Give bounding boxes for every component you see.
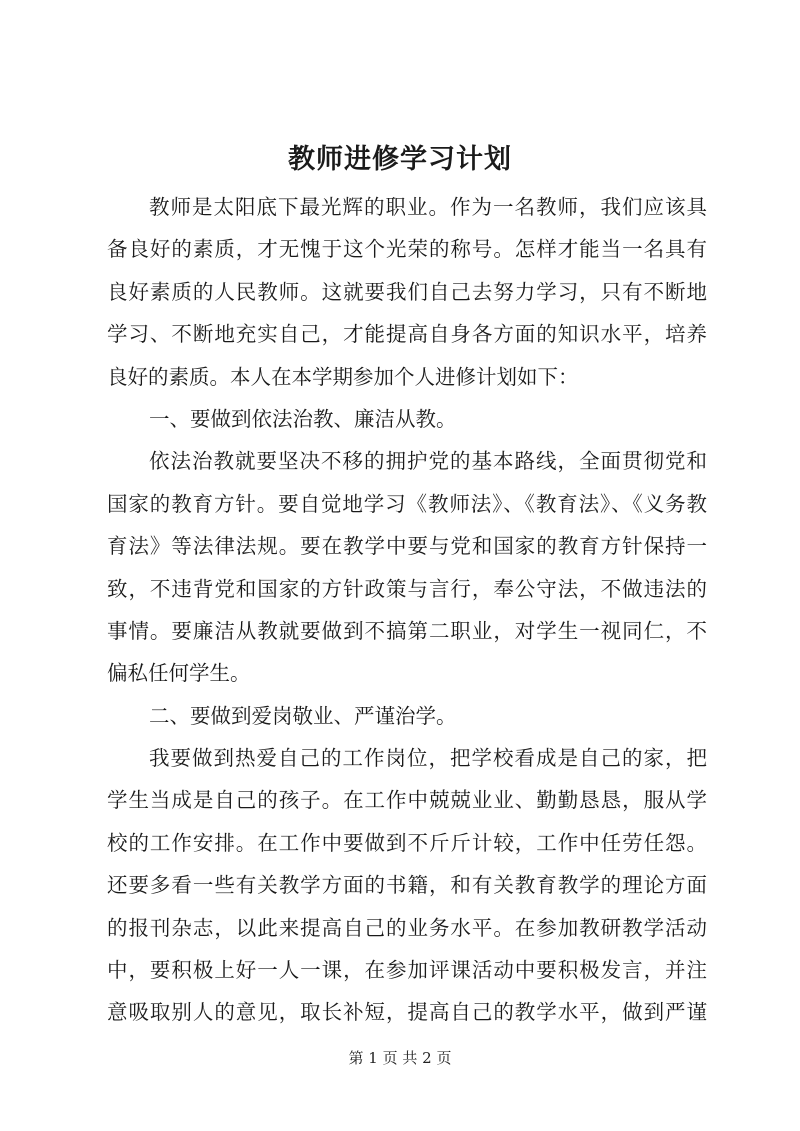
body-line: 教师是太阳底下最光辉的职业。作为一名教师，我们应该具 (149, 195, 707, 219)
body-line: 一、要做到依法治教、廉洁从教。 (149, 406, 457, 431)
body-line: 我要做到热爱自己的工作岗位，把学校看成是自己的家，把 (149, 746, 707, 771)
document-title: 教师进修学习计划 (288, 144, 512, 175)
body-line: 二、要做到爱岗敬业、严谨治学。 (149, 703, 457, 728)
body-line: 依法治教就要坚决不移的拥护党的基本路线，全面贯彻党和 (149, 449, 707, 474)
body-line: 意吸取别人的意见，取长补短，提高自己的教学水平，做到严谨 (107, 1000, 707, 1025)
body-line: 良好素质的人民教师。这就要我们自己去努力学习，只有不断地 (107, 279, 707, 304)
body-line: 学生当成是自己的孩子。在工作中兢兢业业、勤勤恳恳，服从学 (107, 788, 707, 813)
body-line: 偏私任何学生。 (107, 661, 251, 686)
body-line: 致，不违背党和国家的方针政策与言行，奉公守法，不做违法的 (107, 576, 707, 601)
body-line: 校的工作安排。在工作中要做到不斤斤计较，工作中任劳任怨。 (107, 830, 707, 855)
page-footer: 第 1 页 共 2 页 (348, 1049, 452, 1067)
body-line: 学习、不断地充实自己，才能提高自身各方面的知识水平，培养 (107, 322, 707, 347)
body-line: 国家的教育方针。要自觉地学习《教师法》、《教育法》、《义务教 (107, 491, 707, 516)
body-line: 事情。要廉洁从教就要做到不搞第二职业，对学生一视同仁，不 (107, 618, 707, 643)
document-body (107, 186, 707, 1034)
body-line: 中，要积极上好一人一课，在参加评课活动中要积极发言，并注 (107, 958, 707, 983)
body-line: 的报刊杂志，以此来提高自己的业务水平。在参加教研教学活动 (107, 915, 707, 940)
body-line: 备良好的素质，才无愧于这个光荣的称号。怎样才能当一名具有 (107, 237, 707, 262)
body-line: 良好的素质。本人在本学期参加个人进修计划如下： (107, 364, 579, 389)
body-line: 还要多看一些有关教学方面的书籍，和有关教育教学的理论方面 (107, 873, 707, 898)
body-line: 育法》等法律法规。要在教学中要与党和国家的教育方针保持一 (107, 534, 707, 559)
